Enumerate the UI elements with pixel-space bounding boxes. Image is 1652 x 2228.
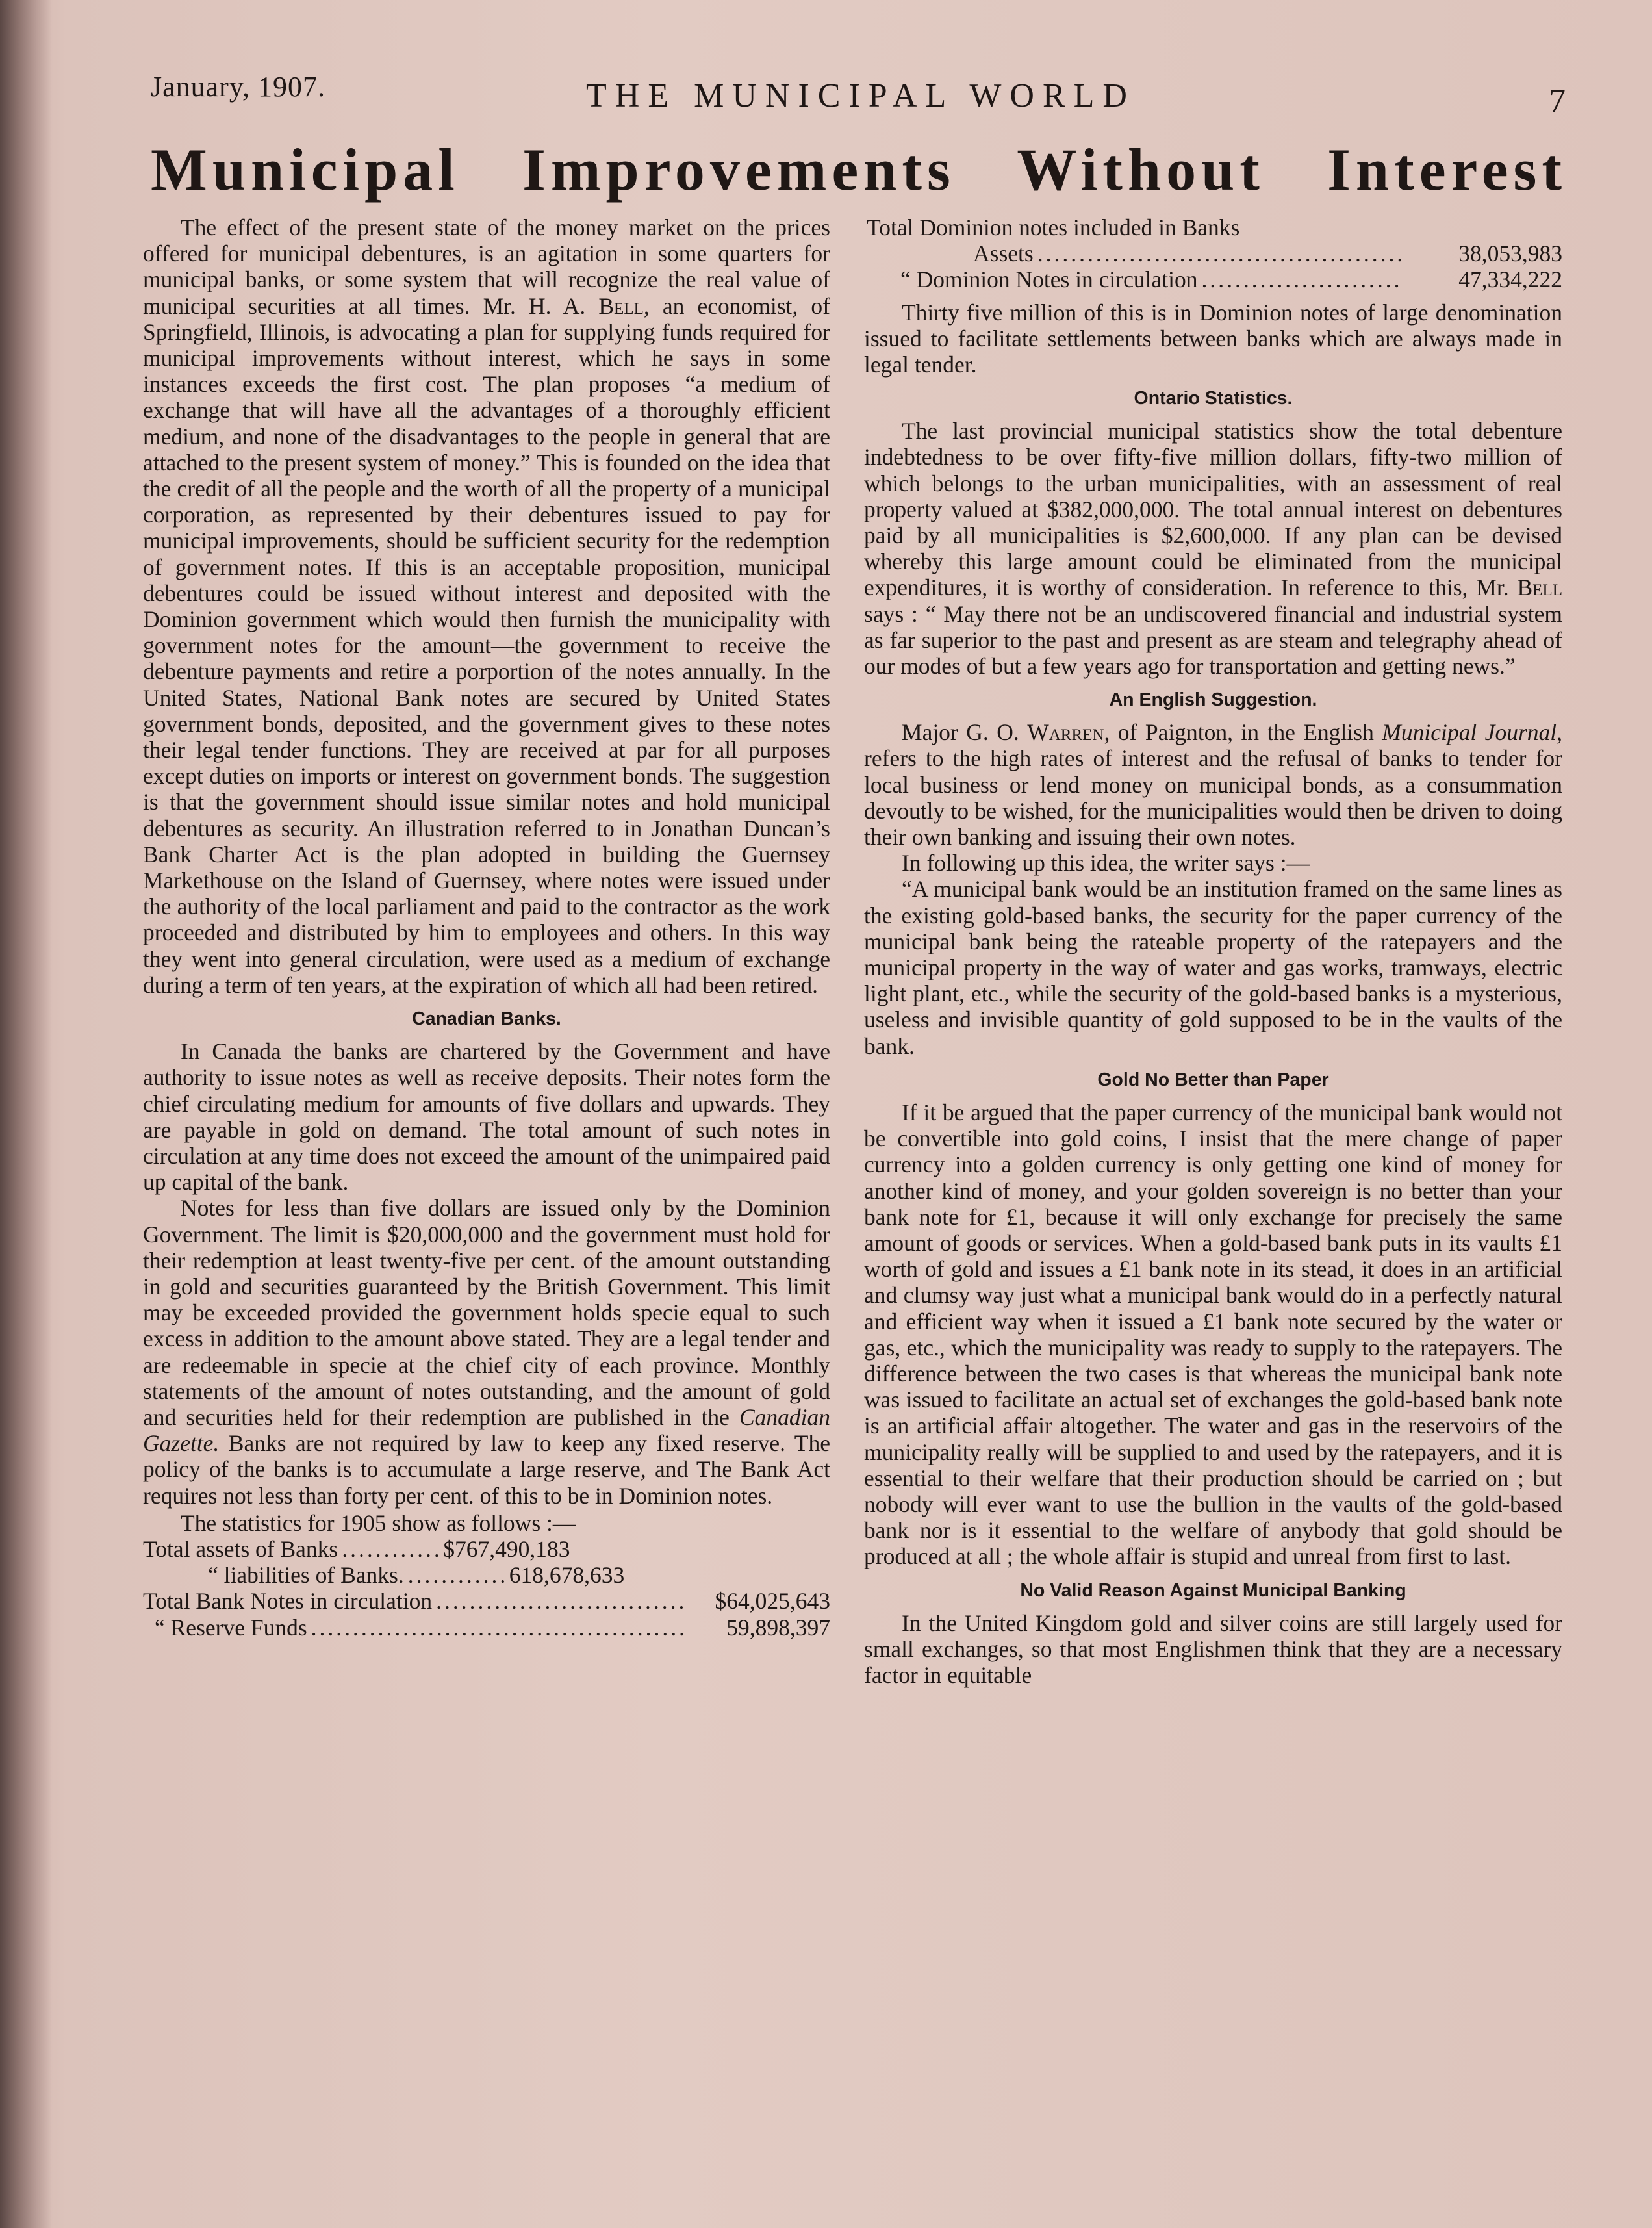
book-binding-edge [0,0,52,2228]
journal-title: Municipal Journal [1382,719,1557,746]
ontario-paragraph: The last provincial municipal statistics show the total debenture indebtedness to be over fifty-five million dollars, fifty-two million of which belongs to the urban municipalities, with an assessment of real property valued at $382,000,000. The total annual interest on debentures paid by all municipalities is $2,600,000. If any plan can be devised whereby this large amount could be eliminated from the municipal expenditures, it is worthy of consideration. In reference to this, Mr. Bell says : “ May there not be an undiscovered financial and industrial system as far superior to the past and present as are steam and telegraphy ahead of our modes of but a few years ago for transportation and getting news.” [864,418,1562,680]
left-column [143,214,830,1641]
heading-english-suggestion: An English Suggestion. [1109,689,1317,711]
heading-gold-no-better: Gold No Better than Paper [1097,1069,1329,1090]
dominion-notes-heading: Total Dominion notes included in Banks [867,214,1240,240]
dominion-notes-paragraph: Thirty five million of this is in Dominion notes of large denomination issued to facilitate settlements between banks which are always made in legal tender. [864,299,1562,378]
author-name: Bell [1517,574,1562,601]
right-column [864,214,1562,1688]
gazette-title: Canadian Gazette. [143,1403,830,1457]
heading-no-valid-reason: No Valid Reason Against Municipal Banking [1020,1580,1406,1601]
major-name: Warren [1027,719,1104,746]
running-header [130,64,1566,122]
english-suggestion-paragraph: Major G. O. Warren, of Paignton, in the English Municipal Journal, refers to the high rates of interest and the refusal of banks to tender for local business or lend money on municipal bonds, as a consummation devoutly to be wished, for the municipalities would then be driven to doing their own banking and issuing their own notes. [864,719,1562,851]
author-name: Bell [598,292,644,319]
statistics-row: “ Reserve Funds ..... 59,898,397 [143,1615,830,1641]
statistics-row: “ liabilities of Banks. ..... 618,678,633 [143,1562,830,1588]
canadian-banks-paragraph-2: Notes for less than five dollars are issued only by the Dominion Government. The limit is $20,000,000 and the government must hold for their redemption at least twenty-five per cent. of the amount outstanding in gold and securities guaranteed by the British Government. This limit may be exceeded provided the government holds specie equal to such excess in addition to the amount above stated. They are a legal tender and are redeemable in specie at the chief city of each province. Monthly statements of the amount of notes outstanding, and the amount of gold and securities held for their redemption are published in the Canadian Gazette. Banks are not required by law to keep any fixed reserve. The policy of the banks is to accumulate a large reserve, and The Bank Act requires not less than forty per cent. of this to be in Dominion notes. [143,1195,830,1509]
gold-paragraph: If it be argued that the paper currency of the municipal bank would not be convertible into gold coins, I insist that the mere change of paper currency into a golden currency is only getting one kind of money for another kind of money, and your golden sovereign is no better than your bank note for £1, because it will only exchange for precisely the same amount of goods or services. When a gold-based bank puts in its vaults £1 worth of gold and issues a £1 bank note in its stead, it does in an artificial and clumsy way just what a municipal bank would do in a perfectly natural and efficient way when it issued a £1 bank note secured by the water or gas, etc., which the municipality was ready to supply to the ratepayers. The difference between the two cases is that whereas the municipal bank note was issued to facilitate an actual set of exchanges the gold-based bank note is an artificial affair altogether. The water and gas in the reservoirs of the municipality really will be supplied to and used by the ratepayers, and it is essential to their welfare that their production should be carried on ; but nobody will ever want to use the bullion in the vaults of the gold-based bank nor is it essential to the welfare of anybody that gold should be produced at all ; the whole affair is stupid and unreal from first to last. [864,1099,1562,1570]
following-paragraph: In following up this idea, the writer says :— [902,850,1310,877]
page-number: 7 [1549,83,1566,120]
heading-canadian-banks: Canadian Banks. [412,1008,561,1030]
statistics-row: Total assets of Banks ..... $767,490,183 [143,1536,830,1562]
canadian-banks-paragraph-1: In Canada the banks are chartered by the Government and have authority to issue notes as well as receive deposits. Their notes form the chief circulating medium for amounts of five dollars and upwards. They are payable in gold on demand. The total amount of such notes in circulation at any time does not exceed the amount of the unimpaired paid up capital of the bank. [143,1038,830,1196]
quote-paragraph: “A municipal bank would be an institution framed on the same lines as the existing gold-based banks, the security for the paper currency of the municipal bank being the rateable property of the ratepayers and the municipal property in the way of water and gas works, tramways, electric light plant, etc., while the security of the gold-based banks is a mysterious, useless and invisible quantity of gold supposed to be in the vaults of the bank. [864,876,1562,1059]
publication-title: THE MUNICIPAL WORLD [586,77,1136,114]
dominion-notes-row: “ Dominion Notes in circulation ..... 47,334,222 [864,266,1562,292]
statistics-table [143,1536,830,1641]
heading-ontario-statistics: Ontario Statistics. [1134,388,1293,409]
valid-reason-paragraph: In the United Kingdom gold and silver coins are still largely used for small exchanges, so that most Englishmen think that they are a necessary factor in equitable [864,1609,1562,1688]
dominion-notes-row: Assets ..... 38,053,983 [864,240,1562,266]
article-title: Municipal Improvements Without Interest [151,136,1567,203]
issue-date: January, 1907. [151,71,325,103]
dominion-notes-table [864,214,1562,293]
statistics-intro: The statistics for 1905 show as follows :— [181,1509,576,1536]
statistics-row: Total Bank Notes in circulation ..... $64,025,643 [143,1588,830,1614]
intro-paragraph: The effect of the present state of the money market on the prices offered for municipal debentures, is an agitation in some quarters for municipal banks, or some system that will recognize the real value of municipal securities at all times. Mr. H. A. Bell, an economist, of Springfield, Illinois, is advocating a plan for supplying funds required for municipal improvements without interest, which he says in some instances exceeds the first cost. The plan proposes “a medium of exchange that will have all the advantages of a thoroughly efficient medium, and none of the disadvantages to the people in general that are attached to the present system of money.” This is founded on the idea that the credit of all the people and the worth of all the property of a municipal corporation, as represented by their debentures issued to pay for municipal improvements, should be sufficient security for the redemption of government notes. If this is an acceptable proposition, municipal debentures could be issued without interest and deposited with the Dominion government which would then furnish the municipality with government notes for the amount—the government to receive the debenture payments and retire a porportion of the notes annually. In the United States, National Bank notes are secured by United States government bonds, deposited, and the government gives to these notes their legal tender functions. They are received at par for all purposes except duties on imports or interest on government bonds. The suggestion is that the government should issue similar notes and hold municipal debentures as security. An illustration referred to in Jonathan Duncan’s Bank Charter Act is the plan adopted in building the Guernsey Markethouse on the Island of Guernsey, where notes were issued under the authority of the local parliament and paid to the contractor as the work proceeded and distributed by him to employees and others. In this way they went into general circulation, were used as a medium of exchange during a term of ten years, at the expiration of which all had been retired. [143,214,830,998]
